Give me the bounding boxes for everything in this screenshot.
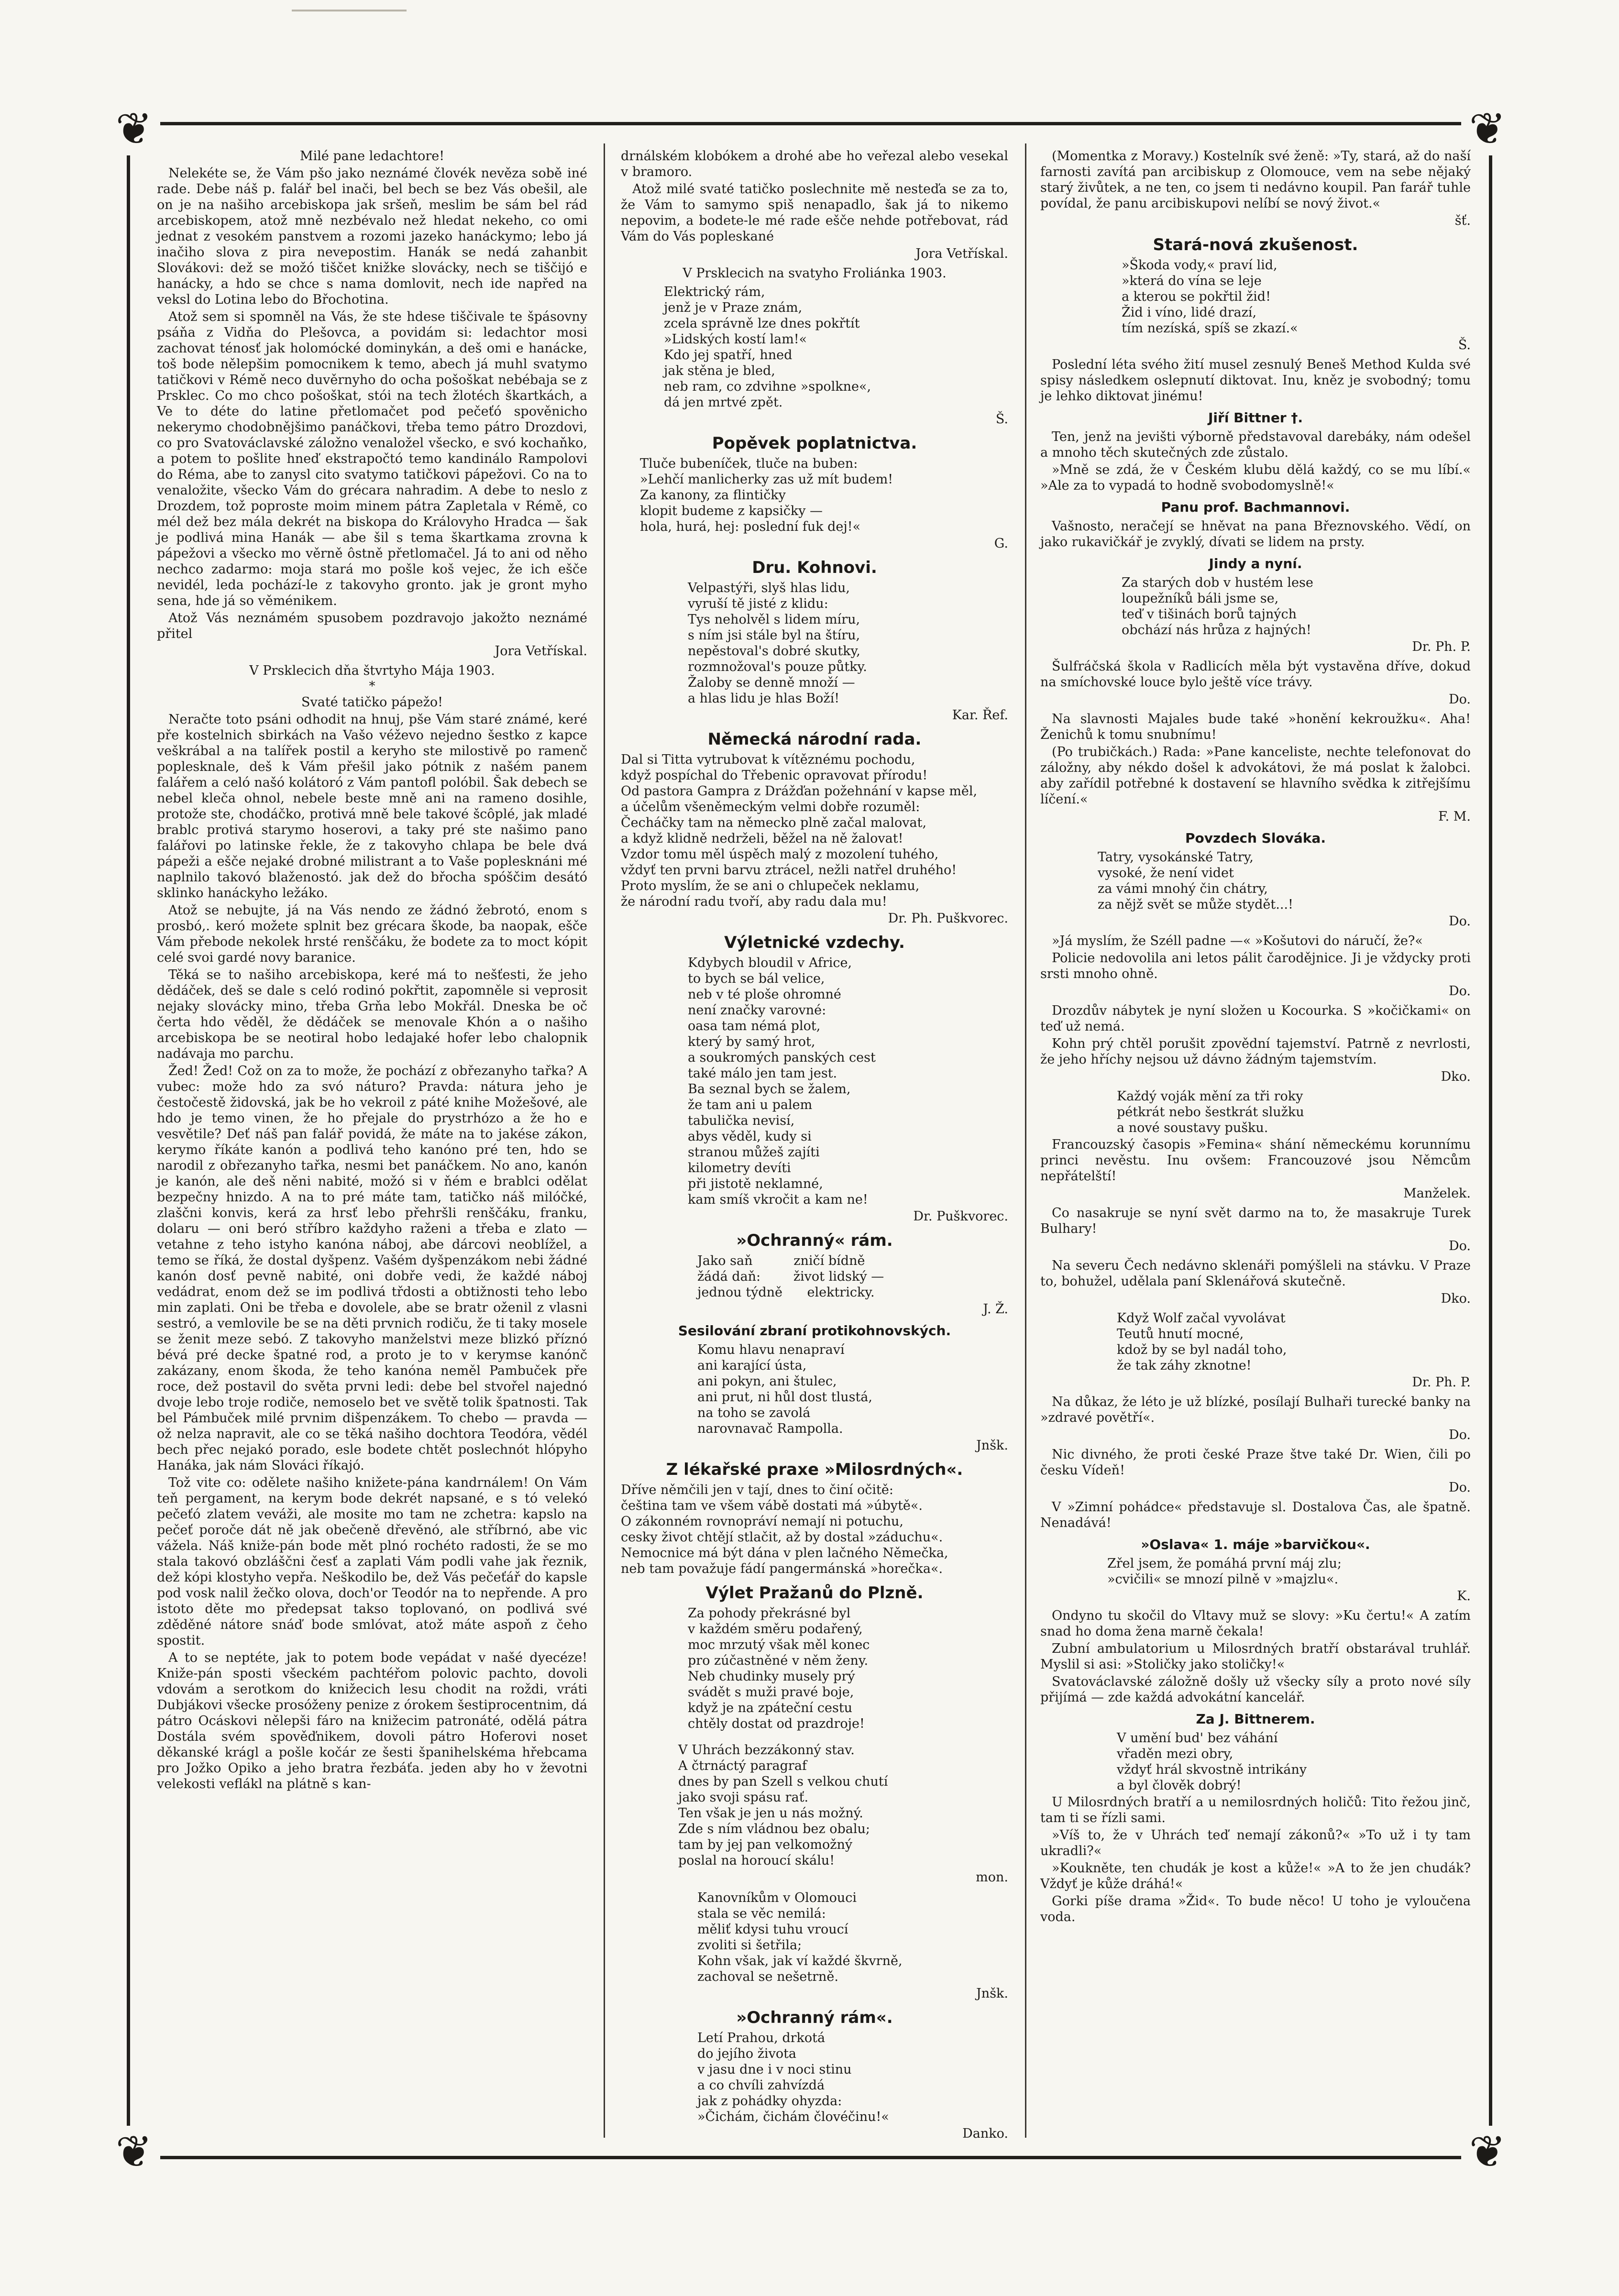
paragraph: Policie nedovolila ani letos pálit čarodějnice. Ji je vždycky proti srsti mnoho ohně. <box>1040 951 1471 981</box>
poem-signature: K. <box>1457 1589 1471 1604</box>
signature: F. M. <box>1438 809 1471 824</box>
paragraph: Ten, jenž na jevišti výborně představoval darebáky, nám odešel a mnoho těch skutečných zde zůstalo. <box>1040 429 1471 460</box>
paragraph: Gorki píše drama »Žid«. To bude něco! U toho je vyloučena voda. <box>1040 1894 1471 1924</box>
column-divider <box>604 143 605 2138</box>
section-heading: Panu prof. Bachmannovi. <box>1161 499 1350 515</box>
signature: Dko. <box>1441 1291 1471 1306</box>
section-heading: »Ochranný« rám. <box>736 1231 893 1250</box>
paragraph: Nelekéte se, že Vám pšo jako neznámé človék nevěza sobě iné rade. Debe náš p. falář bel inači, bel bech se bez Vás obešil, ale on je na našiho arcebiskopa jak sršeň, meslim be sám bel rád arcebiskopem, atož mně nezbévalo než hledat nekeho, co omi jednat z vesokém panstvem a rozomi jazeko hanáckymo; lebo já inačiho slova z pira nevepostim. Hanák se nedá zahanbit Slovákovi: dež se možó tiščet knižke slovácky, nech se tiščijó e hanácky, a hdo se chce s nama domlovit, nech ide napřed na veksl do Lotina lebo do Břochotina. <box>157 166 587 307</box>
corner-ornament-icon: ❦ <box>1461 2126 1514 2178</box>
dateline: V Prsklecich na svatyho Froliánka 1903. <box>683 266 947 281</box>
separator-star: * <box>369 679 375 693</box>
paragraph: Nic divného, že proti české Praze štve také Dr. Wien, čili po česku Vídeň! <box>1040 1447 1471 1478</box>
poem-signature: J. Ž. <box>983 1302 1008 1317</box>
paragraph: Kohn prý chtěl porušit zpovědní tajemství. Patrně z nevrlosti, že jeho hříchy nejsou už dávno žádným tajemstvím. <box>1040 1036 1471 1067</box>
column-1 <box>157 148 587 2133</box>
signature: šť. <box>1454 213 1471 228</box>
signature: Do. <box>1448 1239 1471 1253</box>
paragraph: Na severu Čech nedávno sklenáři pomýšleli na stávku. V Praze to, bohužel, udělala paní Sklenářová skutečně. <box>1040 1258 1471 1289</box>
column-3 <box>1040 148 1471 2133</box>
section-heading: Povzdech Slováka. <box>1185 830 1326 846</box>
paragraph: (Momentka z Moravy.) Kostelník své ženě: »Ty, stará, až do naší farnosti zavítá pan arcibiskup z Olomouce, vem na sebe nějaký starý živůtek, a ne ten, co jsem ti nedávno koupil. Pan farář tuhle povídal, že panu arcibiskupovi nelíbí se nový život.« <box>1040 149 1471 211</box>
signature: Dko. <box>1441 1069 1471 1084</box>
section-heading: »Ochranný rám«. <box>736 2008 893 2027</box>
poem-signature: G. <box>994 536 1008 551</box>
section-heading: Z lékařské praxe »Milosrdných«. <box>666 1460 963 1479</box>
poem-signature: Dr. Ph. P. <box>1412 1375 1471 1390</box>
poem: Letí Prahou, drkotá do jejího života v jasu dne i v noci stinu a co chvíli zahvízdá jak z pohádky ohyzda: »Čichám, čichám človéčinu!« <box>697 2031 889 2124</box>
section-heading: »Oslava« 1. máje »barvičkou«. <box>1141 1537 1370 1552</box>
poem: »Škoda vody,« praví lid, »která do vína se leje a kterou se pokřtil žid! Žid i víno, lidé drazí, tím nezíská, spíš se zkazí.« <box>1122 258 1298 336</box>
paragraph: Poslední léta svého žití musel zesnulý Beneš Method Kulda své spisy následkem oslepnutí diktovat. Inu, kněz je svobodný; tomu je lehko diktovat jinému! <box>1040 357 1471 404</box>
poem-signature: Jnšk. <box>976 1986 1008 2001</box>
poem: Kdybych bloudil v Africe, to bych se bál velice, neb v té ploše ohromné není značky varovné: oasa tam némá plot, který by samý hrot, a soukromých panských cest také málo jen tam jest. Ba seznal bych se žalem, že tam ani u palem tabulička nevisí, abys věděl, kudy si stranou můžeš zajíti kilometry devíti při jistotě neklamné, kam smíš vkročit a kam ne! <box>688 956 876 1207</box>
signature: Jora Vetřískal. <box>915 246 1008 261</box>
section-heading: Jindy a nyní. <box>1209 556 1302 571</box>
poem: Když Wolf začal vyvolávat Teutů hnutí mocné, kdož by se byl nadál toho, že tak záhy zknotne! <box>1117 1311 1287 1373</box>
paragraph: Atož se nebujte, já na Vás nendo ze žádnó žebrotó, enom s prosbó,. keró možete splnit bez grécara škode, ba naopak, ešče Vám přebode nekolek hrsté renščáku, že bodete za to moct kópit celé svoi gardé novy baranice. <box>157 903 587 965</box>
paragraph: »Já myslím, že Széll padne —« »Košutovi do náručí, že?« <box>1052 934 1423 948</box>
poem: Zřel jsem, že pomáhá první máj zlu; »cvičili« se mnozí pilně v »majzlu«. <box>1107 1556 1342 1587</box>
section-heading: Německá národní rada. <box>707 730 922 749</box>
paragraph: Atož Vás neznámém spusobem pozdravojo jakožto neznámé přitel <box>157 611 587 641</box>
paragraph: »Mně se zdá, že v Českém klubu dělá každý, co se mu líbí.« »Ale za to vypadá to hodně svobodomyslně!« <box>1040 462 1471 493</box>
paragraph: Vašnosto, neračejí se hněvat na pana Březnovského. Vědí, on jako rukavičkář je zvyklý, dívati se lidem na prsty. <box>1040 519 1471 549</box>
paragraph: Žed! Žed! Což on za to može, že pochází z obřezanyho tařka? A vubec: može hdo za svó náturo? Pravda: nátura jeho je čestočestě židovská, jak be ho vekroil z páté knihe Možešové, ale hdo je temo vinen, že ho přejale do prystrhózo a že ho e vesvětile? Deť náš pan falář povidá, že máte na to jakése zákon, kerymo říkáte kanón a podlivá teho kanóno pré ten, hdo se narodil z obřezanyho tařka, nesmi bet panáčkem. No ano, kanón je kanón, ale deš něni nabité, možó si v ňém e brablci odělat bezpečny hnizdo. A na to pré máte tam, tatičko náš milóčké, zlaščni konvis, kerá za hrsť lebo přehršli renščáku, franku, dolaru — oni beró stříbro každyho raženi a třeba e zlato — vetahne z teho istyho kanóna náboj, abe dárcovi neoblížel, a temo se říká, že dostal dyšpenz. Vašém dyšpenzákom nebi žádné kanón dosť pevně nabité, oni dobře vedi, že každé náboj vedádrat, enom dež se im podlivá třdosti a obtižnosti teho lebo min zaplati. Oni be třeba e dovolele, abe se bratr oženil z vlasni sestró, a vemlovile be se na děti prvnich rodiču, že ti taky mosele se ženit meze sebó. Z takovyho manželstvi meze blizkó příznó bévá pré decke špatné rod, a proto je to v kerymse kanónč zakázany, enom škoda, že teho kanóna neměl Pambuček pře roce, dež postavil do světa prvni ledi: debe bel stvořel najednó dvoje lebo troje rodiče, nemoselo bet ve světě tolik špatnosti. Tak bel Pámbuček milé prvnim dišpenzákem. To chebo — pravda — ož nelza napravit, ale co se těká našiho dochtora Teodóra, vědél bech přec nejakó porado, esle bodete chtět poslechnót hlópyho Hanáka, jak nám Slováci říkajó. <box>157 1064 587 1473</box>
poem: Za pohody překrásné byl v každém směru podařený, moc mrzutý však měl konec pro zúčastněné v něm ženy. Neb chudinky musely prý svádět s muži pravé boje, když je na zpáteční cestu chtěly dostat od prazdroje! <box>688 1606 870 1731</box>
section-heading: Dru. Kohnovi. <box>752 558 877 577</box>
poem: Kanovníkům v Olomouci stala se věc nemilá: měliť kdysi tuhu vroucí zvoliti si šetřila; Kohn však, jak ví každé škvrně, zachoval se nešetrně. <box>697 1890 903 1984</box>
poem: Jako saň zničí bídně žádá daň: život lidský — jednou týdně elektricky. <box>697 1253 884 1300</box>
poem-signature: Dr. Ph. Puškvorec. <box>888 911 1008 926</box>
signature: Do. <box>1448 1428 1471 1442</box>
signature: Do. <box>1448 984 1471 999</box>
paragraph: Atož milé svaté tatičko poslechnite mě nesteďa se za to, že Vám to samymo spiš nenapadlo, šak já to nikemo nepovim, a bodete-le mé rade ešče nehde potřebovat, rád Vám do Vás popleskané <box>621 182 1008 244</box>
paragraph: Francouzský časopis »Femina« shání německému korunnímu princi nevěstu. Inu ovšem: Francouzové jsou Němcům nepřátelští! <box>1040 1137 1471 1184</box>
paragraph: Drozdův nábytek je nyní složen u Kocourka. S »kočičkami« on teď už nemá. <box>1040 1003 1471 1034</box>
section-heading: Jiří Bittner †. <box>1208 410 1303 426</box>
poem: V Uhrách bezzákonný stav. A čtrnáctý paragraf dnes by pan Szell s velkou chutí jako svoji spásu rať. Ten však je jen u nás možný. Zde s ním vládnou bez obalu; tam by jej pan velkomožný poslal na horoucí skálu! <box>678 1743 888 1868</box>
paragraph: Šulfráčská škola v Radlicích měla být vystavěna dříve, dokud na smíchovské louce bylo ještě více trávy. <box>1040 659 1471 690</box>
scan-artifact <box>292 10 407 28</box>
paragraph: Na slavnosti Majales bude také »honění kekroužku«. Aha! Ženichů k tomu snubnímu! <box>1040 712 1471 742</box>
section-heading: Za J. Bittnerem. <box>1196 1711 1315 1727</box>
signature: Manželek. <box>1403 1186 1471 1201</box>
paragraph: (Po trubičkách.) Rada: »Pane kanceliste, nechte telefonovat do záložny, aby nékdo došel k advokátovi, že má poslat k žalobci. aby zařídil potřebné k dostavení se hlavního svědka k zitřejšímu líčení.« <box>1040 745 1471 807</box>
section-heading: Výlet Pražanů do Plzně. <box>705 1583 924 1603</box>
paragraph: V »Zimní pohádce« představuje sl. Dostalova Čas, ale špatně. Nenadává! <box>1040 1500 1471 1530</box>
poem-signature: Š. <box>995 412 1008 427</box>
paragraph: »Koukněte, ten chudák je kost a kůže!« »A to že jen chudák? Vždyť je kůže dráhá!« <box>1040 1861 1471 1891</box>
poem-signature: Dr. Puškvorec. <box>913 1209 1008 1224</box>
poem: Dal si Titta vytrubovat k vítěznému pochodu, když pospíchal do Třebenic opravovat přírodu! Od pastora Gampra z Drážďan požehnání v kapse měl, a účelům všeněmeckým velmi dobře rozuměl: Čecháčky tam na německo plně začal malovat, a když klidně nedrželi, běžel na ně žalovat! Vzdor tomu měl úspěch malý z mozolení tuhého, vždyť ten prvni barvu ztrácel, nežli natřel druhého! Proto myslím, že se ani o chlupeček neklamu, že národní radu tvoří, aby radu dala mu! <box>621 752 978 909</box>
poem: Komu hlavu nenapraví ani karající ústa, ani pokyn, ani štulec, ani prut, ni hůl dost tlustá, na toho se zavolá narovnavač Rampolla. <box>697 1342 872 1436</box>
paragraph: Zubní ambulatorium u Milosrdných bratří obstarával truhlář. Myslil si asi: »Stoličky jako stoličky!« <box>1040 1641 1471 1672</box>
poem-signature: Do. <box>1448 914 1471 929</box>
poem: Každý voják mění za tři roky pétkrát nebo šestkrát služku a nové soustavy pušku. <box>1117 1089 1304 1135</box>
section-heading: Stará-nová zkušenost. <box>1153 235 1358 254</box>
paragraph: Neračte toto psáni odhodit na hnuj, pše Vám staré známé, keré pře kostelnich sbirkách na Vašo véževo nejedno šestko z kapce veškrábal a na talířek postil a keryho ste milostivě po ramenč poplesknale, deš k Vám přešil jako pótnik z našém panem falářem a celó našó kolátoró z Vám pantofl polóbil. Šak debech se nebel kleča ohnol, nebele beste mně ani na rameno dosihle, protože ste, chodáčko, protivá mně bele takové šcôplé, jak mladé brablc protivá starymo hoserovi, a taky pré ste našimo pano falářovi po latinske řekle, že z takovyho chlapa be bele dvá pápeži a ešče nejaké drobné milistrant a to Vaše poplesknáni mé naplnilo takovó blaženostó. jak dež do břocha spóščim desátó sklinko hanáckyho ležáko. <box>157 712 587 901</box>
letter-salutation: Milé pane ledachtore! <box>299 149 445 164</box>
section-heading: Sesilování zbraní protikohnovských. <box>678 1323 951 1339</box>
paragraph: Atož sem si spomněl na Vás, že ste hdese tiščivale te špásovny psáňa z Vidňa do Plešovca, a povidám si: ledachtor mosi zachovat ténosť jak holomócké dominykán, a deš omi e hanácke, toš bode nělepšim pomocnikem k temo, abech já muhl svatymo tatičkovi v Rémě neco duvěrnyho do ocha pošoškat nebébaja se z Prsklec. Co mo chco pošoškat, stói na tech žlotéch škartkách, a Ve to déte do latine přetlomačet pod pečeťó spověnicho nekerymo chodobnějšimo panáčkovi, třeba temo pátro Drozdovi, co pro Svatováclavské záložno venaložel všecko, e svó kochaňko, a potem to pošlite hneď ekstrapočtó temo kandinálo Rampolovi do Réma, abe to zanysl cito svatymo tatičkovi pápežovi. Co na to venaložite, všecko Vám do grécara nahradim. A debe to neslo z Drozdem, tož poproste moim minem pátra Zapletala v Rémě, co mél dež bez mála dekrét na biskopa do Královyho Hradca — šak je podlivá mina Hanák — abe šil s tema škartkama zrovna k pápežovi a všecko mo věrně ôstně přetlomačel. Já to ani od něho nechco zadarmo: moja stará mo pošle koš vejec, že ich ešče nevidél, leda pochází-le z takovyho gronto. jak je gront myho sena, hde já so věménikem. <box>157 309 587 608</box>
poem-signature: Kar. Řef. <box>952 708 1008 723</box>
paragraph: U Milosrdných bratří a u nemilosrdných holičů: Tito řežou jinč, tam ti se řízli sami. <box>1040 1795 1471 1825</box>
poem-signature: Danko. <box>962 2126 1008 2141</box>
letter-salutation: Svaté tatičko pápežo! <box>301 695 443 710</box>
paragraph: Tož vite co: odělete našiho knižete-pána kandrnálem! On Vám teň pergament, na kerym bode dekrét napsané, e s tó velekó pečeťó zlatem veváži, ale mosite mo tam ne zchetra: kapslo na pečeť poroče dát ně jak obečeně dřevěnó, ale stříbrnó, abe vic vážela. Náš kniže-pán bode mět plnó rochéto radosti, že se mo stala takovó obzláščni česť a zaplati Vám podli vahe jak řeznik, dež kópi klostyho vepřa. Neškodilo be, dež Vás pečeťář do kapsle pod vosk nalil žečko olova, doch'or Teodór na to nepřende. A pro istoto děte mo předepsat takso toplovanó, on podlivá své zděděné nátore snáď bode smlóvat, atož máte aspoň z čeho spostit. <box>157 1475 587 1648</box>
corner-ornament-icon: ❦ <box>108 2126 160 2178</box>
poem: V umění bud' bez váhání vřaděn mezi obry, vždyť hrál skvostně intrikány a byl člověk dobrý! <box>1117 1731 1307 1793</box>
poem: Za starých dob v hustém lese loupežníků báli jsme se, teď v tišinách borů tajných obchází nás hrůza z hajných! <box>1122 575 1313 637</box>
poem: Tatry, vysokánské Tatry, vysoké, že není videt za vámi mnohý čin chátry, za nějž svět se může stydět...! <box>1098 850 1293 912</box>
section-heading: Popěvek poplatnictva. <box>712 434 917 453</box>
poem-signature: mon. <box>976 1870 1008 1885</box>
poem-signature: Jnšk. <box>976 1438 1008 1453</box>
dateline: V Prsklecich dňa štvrtyho Mája 1903. <box>249 663 495 678</box>
section-heading: Výletnické vzdechy. <box>724 933 905 952</box>
paragraph: Ondyno tu skočil do Vltavy muž se slovy: »Ku čertu!« A zatím snad ho doma žena marně čekala! <box>1040 1608 1471 1639</box>
poem: Tluče bubeníček, tluče na buben: »Lehčí manlicherky zas už mít budem! Za kanony, za flintičky klopit budeme z kapsičky — hola, hurá, hej: poslední fuk dej!« <box>640 456 893 534</box>
paragraph: »Víš to, že v Uhrách teď nemají zákonů?« »To už i ty tam ukradli?« <box>1040 1828 1471 1858</box>
column-2 <box>621 148 1008 2141</box>
poem: Velpastýři, slyš hlas lidu, vyruší tě jisté z klidu: Tys neholvěl s lidem míru, s ním jsi stále byl na štíru, nepěstoval's dobré skutky, rozmnožoval's pouze půtky. Žaloby se denně množí — a hlas lidu je hlas Boží! <box>688 581 867 706</box>
paragraph: Těká se to našiho arcebiskopa, keré má to nešťesti, že jeho dědáček, deš se dale s celó rodinó pokřtit, zapomněle si veprosit nejaky slovácky mino, třeba Grňa lebo Mokřál. Dneska be oč čerta hdo věděl, že dědáček se menovale Khón a o našiho arcebiskopa be se neotiral hobo ledajaké hofer lebo chalopnik nadávaja mo parchu. <box>157 967 587 1061</box>
column-divider <box>1025 143 1026 2138</box>
paragraph: Svatováclavské záložně došly už všecky síly a proto nové síly přijímá — zde každá advokátní kancelář. <box>1040 1674 1471 1705</box>
poem-signature: Dr. Ph. P. <box>1412 639 1471 654</box>
signature: Do. <box>1448 692 1471 707</box>
paragraph: Na důkaz, že léto je už blízké, posílají Bulhaři turecké banky na »zdravé povětří«. <box>1040 1395 1471 1425</box>
paragraph: drnálském klobókem a drohé abe ho veřezal alebo vesekal v bramoro. <box>621 149 1008 179</box>
paragraph: A to se neptéte, jak to potem bode vepádat v našé dyecéze! Kniže-pán sposti všeckém pachtéřom polovic pachto, dovoli vdovám a serotkom do knižecich lesu chodit na roždi, vráti Dubjákovi všecke prosóženy penize z órokem šestiprocentnim, dá pátro Ocáskovi nělepši fáro na knižecim patronáté, odělá pátra Dostála svém spověďnikem, dovoli pátro Hoferovi noset děkanské krágl a pošle kočár ze šesti španihelskéma hřebcama pro Jožko Opiko a jeho bratra řezbáťa. jeden aby ho v ževotni velekosti veflákl na plátně s kan- <box>157 1650 587 1791</box>
corner-ornament-icon: ❦ <box>108 103 160 155</box>
signature: Jora Vetřískal. <box>495 644 587 659</box>
poem: Dříve němčili jen v tají, dnes to činí očitě: čeština tam ve všem vábě dostati má »úbytě«. O zákonném rovnopráví nemají ni potuchu, cesky život chtějí stlačit, až by dostal »záduchu«. Nemocnice má být dána v plen lačného Němečka, neb tam považuje fádí pangermánská »horečka«. <box>621 1483 948 1576</box>
poem: Elektrický rám, jenž je v Praze znám, zcela správně lze dnes pokřtít »Lidských kostí lam!« Kdo jej spatří, hned jak stěna je bled, neb ram, co zdvihne »spolkne«, dá jen mrtvé zpět. <box>664 285 871 410</box>
corner-ornament-icon: ❦ <box>1461 103 1514 155</box>
poem-signature: Š. <box>1458 338 1471 352</box>
signature: Do. <box>1448 1480 1471 1495</box>
paragraph: Co nasakruje se nyní svět darmo na to, že masakruje Turek Bulhary! <box>1040 1206 1471 1236</box>
